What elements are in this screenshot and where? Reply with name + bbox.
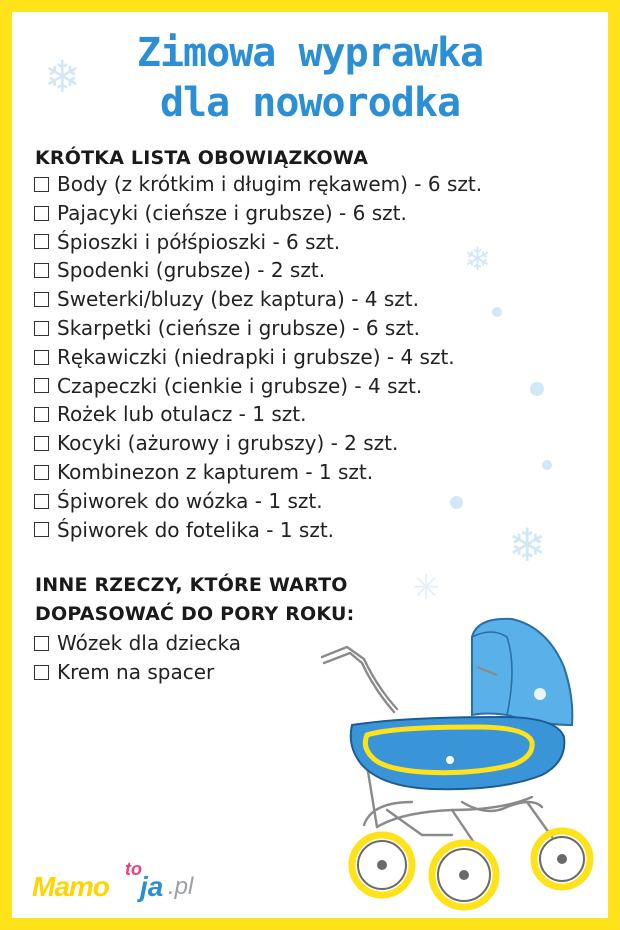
list-item-label: Kocyki (ażurowy i grubszy) - 2 szt. bbox=[57, 431, 399, 456]
list-item bbox=[34, 400, 482, 429]
section-heading-mandatory: KRÓTKA LISTA OBOWIĄZKOWA bbox=[35, 147, 369, 169]
logo-text: Mamo bbox=[32, 871, 109, 902]
page-title-line-1: Zimowa wyprawka bbox=[136, 30, 484, 76]
list-item-label: Czapeczki (cienkie i grubsze) - 4 szt. bbox=[57, 373, 423, 398]
checkbox[interactable] bbox=[34, 636, 49, 651]
checkbox[interactable] bbox=[34, 494, 49, 509]
list-item-label: Śpioszki i półśpioszki - 6 szt. bbox=[57, 229, 341, 254]
list-item-label: Wózek dla dziecka bbox=[57, 631, 241, 655]
brand-logo[interactable] bbox=[32, 857, 222, 907]
checkbox[interactable] bbox=[34, 465, 49, 480]
checkbox[interactable] bbox=[34, 350, 49, 365]
checkbox[interactable] bbox=[34, 665, 49, 680]
list-item bbox=[34, 285, 482, 314]
checkbox[interactable] bbox=[34, 321, 49, 336]
list-item-label: Skarpetki (cieńsze i grubsze) - 6 szt. bbox=[57, 315, 421, 340]
list-item-label: Body (z krótkim i długim rękawem) - 6 szt. bbox=[57, 172, 483, 196]
list-item-label: Rożek lub otulacz - 1 szt. bbox=[57, 402, 307, 427]
snowflake-icon: ❄ bbox=[508, 518, 547, 572]
list-item-label: Krem na spacer bbox=[57, 659, 215, 684]
list-item bbox=[34, 458, 482, 487]
list-item bbox=[34, 199, 482, 228]
list-item bbox=[34, 343, 482, 372]
snowflake-icon: ❄ bbox=[44, 52, 81, 103]
list-item-label: Rękawiczki (niedrapki i grubsze) - 4 szt. bbox=[57, 344, 455, 369]
checkbox[interactable] bbox=[34, 177, 49, 192]
snow-dot bbox=[492, 307, 502, 317]
snow-dot bbox=[542, 460, 552, 470]
list-item-label: Pajacyki (cieńsze i grubsze) - 6 szt. bbox=[57, 200, 407, 225]
list-item-label: Spodenki (grubsze) - 2 szt. bbox=[57, 258, 326, 283]
list-item bbox=[34, 658, 241, 687]
mandatory-list bbox=[34, 170, 482, 544]
logo-text: ja bbox=[140, 871, 164, 902]
section-heading-other-line-1: INNE RZECZY, KTÓRE WARTO bbox=[35, 574, 348, 596]
checkbox[interactable] bbox=[34, 436, 49, 451]
checkbox[interactable] bbox=[34, 234, 49, 249]
snow-dot bbox=[530, 382, 544, 396]
list-item-label: Sweterki/bluzy (bez kaptura) - 4 szt. bbox=[57, 287, 419, 312]
logo-text: to bbox=[125, 859, 142, 879]
list-item bbox=[34, 516, 482, 545]
checkbox[interactable] bbox=[34, 407, 49, 422]
checkbox[interactable] bbox=[34, 378, 49, 393]
stroller-illustration bbox=[302, 597, 602, 918]
list-item bbox=[34, 372, 482, 401]
list-item bbox=[34, 487, 482, 516]
list-item-label: Kombinezon z kapturem - 1 szt. bbox=[57, 459, 374, 484]
checkbox[interactable] bbox=[34, 206, 49, 221]
checkbox[interactable] bbox=[34, 522, 49, 537]
snowflake-icon: ❄ bbox=[464, 240, 491, 278]
list-item bbox=[34, 170, 482, 199]
list-item bbox=[34, 256, 482, 285]
list-item bbox=[34, 314, 482, 343]
list-item bbox=[34, 228, 482, 257]
list-item bbox=[34, 429, 482, 458]
checkbox[interactable] bbox=[34, 263, 49, 278]
logo-text: .pl bbox=[168, 873, 194, 900]
page-title-line-2: dla noworodka bbox=[159, 80, 461, 126]
poster bbox=[12, 12, 608, 918]
list-item bbox=[34, 629, 241, 658]
section-heading-other-line-2: DOPASOWAĆ DO PORY ROKU: bbox=[35, 603, 355, 625]
snowflake-icon: ✳ bbox=[412, 568, 441, 608]
list-item-label: Śpiworek do wózka - 1 szt. bbox=[57, 488, 323, 513]
other-list bbox=[34, 629, 241, 687]
checkbox[interactable] bbox=[34, 292, 49, 307]
list-item-label: Śpiworek do fotelika - 1 szt. bbox=[57, 517, 335, 542]
